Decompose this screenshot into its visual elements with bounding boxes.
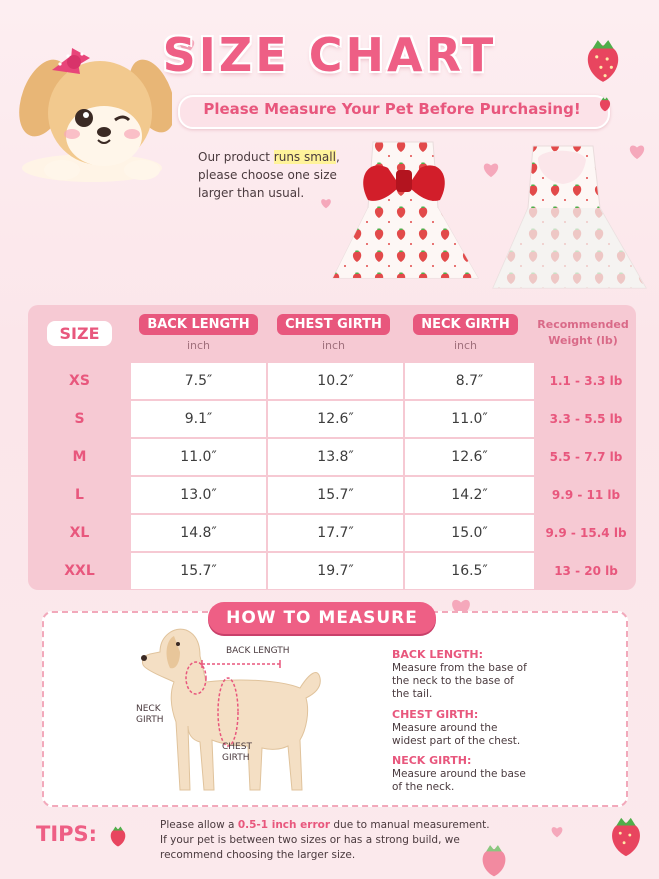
- tips-text-part: due to manual measurement.: [330, 819, 490, 831]
- how-to-measure-title: HOW TO MEASURE: [208, 602, 436, 634]
- size-cell: L: [75, 487, 84, 503]
- page-title: SIZE CHART: [162, 28, 497, 82]
- strawberry-icon: [108, 824, 128, 848]
- neck-girth-cell: 16.5″: [405, 553, 534, 589]
- neck-girth-cell: 8.7″: [405, 363, 534, 399]
- table-row: [28, 363, 636, 399]
- note-text: Our product: [198, 150, 274, 164]
- size-cell: XXL: [64, 563, 95, 579]
- neck-girth-cell: 15.0″: [405, 515, 534, 551]
- weight-cell: 9.9 - 15.4 lb: [545, 526, 627, 540]
- chest-girth-cell: 10.2″: [268, 363, 403, 399]
- chest-girth-unit: inch: [321, 339, 346, 352]
- size-table: [28, 305, 636, 590]
- back-length-cell: 7.5″: [131, 363, 266, 399]
- neck-girth-header: NECK GIRTH: [413, 314, 518, 335]
- back-length-header-cell: [131, 305, 266, 361]
- tips-label: TIPS:: [36, 822, 98, 846]
- size-header-cell: [28, 305, 131, 361]
- chest-girth-cell: 12.6″: [268, 401, 403, 437]
- neck-girth-def-text: Measure around the base of the neck.: [392, 768, 526, 793]
- chest-girth-label-line2: GIRTH: [222, 753, 250, 763]
- neck-girth-cell: 12.6″: [405, 439, 534, 475]
- note-text: , please choose one size larger than usual.: [198, 150, 340, 200]
- chest-girth-header: CHEST GIRTH: [277, 314, 390, 335]
- neck-girth-label-line1: NECK: [136, 704, 161, 714]
- table-row: [28, 477, 636, 513]
- back-length-cell: 9.1″: [131, 401, 266, 437]
- neck-girth-def-head: NECK GIRTH:: [392, 754, 472, 767]
- table-row: [28, 401, 636, 437]
- strawberry-icon: [474, 842, 514, 878]
- back-length-cell: 14.8″: [131, 515, 266, 551]
- weight-cell: 3.3 - 5.5 lb: [549, 412, 623, 426]
- chest-girth-label-line1: CHEST: [222, 742, 252, 752]
- back-length-header: BACK LENGTH: [139, 314, 257, 335]
- back-length-cell: 13.0″: [131, 477, 266, 513]
- size-cell: S: [74, 411, 85, 427]
- heart-icon: [550, 826, 564, 838]
- weight-cell: 13 - 20 lb: [554, 564, 618, 578]
- note-highlight: runs small: [273, 150, 336, 164]
- size-header: SIZE: [47, 321, 111, 346]
- size-cell: M: [72, 449, 87, 465]
- back-length-unit: inch: [186, 339, 211, 352]
- back-length-cell: 11.0″: [131, 439, 266, 475]
- chest-girth-def-text: Measure around the widest part of the chest.: [392, 722, 521, 747]
- chest-girth-cell: 19.7″: [268, 553, 403, 589]
- back-length-cell: 15.7″: [131, 553, 266, 589]
- page-subtitle: Please Measure Your Pet Before Purchasing!: [203, 100, 581, 118]
- strawberry-icon: [606, 814, 646, 858]
- chest-girth-header-cell: [266, 305, 401, 361]
- back-length-def-head: BACK LENGTH:: [392, 648, 483, 661]
- neck-girth-label-line2: GIRTH: [136, 715, 164, 725]
- weight-cell: 9.9 - 11 lb: [551, 488, 621, 502]
- table-row: [28, 553, 636, 589]
- weight-header-cell: [530, 305, 636, 361]
- back-length-def-text: Measure from the base of the neck to the base of the tail.: [392, 662, 527, 700]
- tips-text: [160, 818, 500, 863]
- chest-girth-cell: 17.7″: [268, 515, 403, 551]
- tips-error-range: 0.5-1 inch error: [237, 819, 331, 831]
- strawberry-icon: [598, 96, 612, 112]
- tips-text-part: Please allow a: [160, 819, 238, 831]
- table-row: [28, 439, 636, 475]
- size-cell: XS: [69, 373, 90, 389]
- neck-girth-header-cell: [401, 305, 530, 361]
- chest-girth-def-head: CHEST GIRTH:: [392, 708, 479, 721]
- chest-girth-cell: 13.8″: [268, 439, 403, 475]
- neck-girth-unit: inch: [453, 339, 478, 352]
- weight-header-line2: Weight (lb): [548, 334, 618, 347]
- tips-text-line2: If your pet is between two sizes or has a strong build, we recommend choosing the larger size.: [160, 834, 460, 861]
- weight-cell: 1.1 - 3.3 lb: [549, 374, 623, 388]
- neck-girth-cell: 11.0″: [405, 401, 534, 437]
- chest-girth-cell: 15.7″: [268, 477, 403, 513]
- weight-header-line1: Recommended: [537, 318, 629, 331]
- weight-cell: 5.5 - 7.7 lb: [549, 450, 623, 464]
- dress-illustration: [328, 138, 650, 298]
- neck-girth-cell: 14.2″: [405, 477, 534, 513]
- table-row: [28, 515, 636, 551]
- table-header-row: [28, 305, 636, 361]
- back-length-label: BACK LENGTH: [226, 646, 290, 656]
- size-cell: XL: [69, 525, 90, 541]
